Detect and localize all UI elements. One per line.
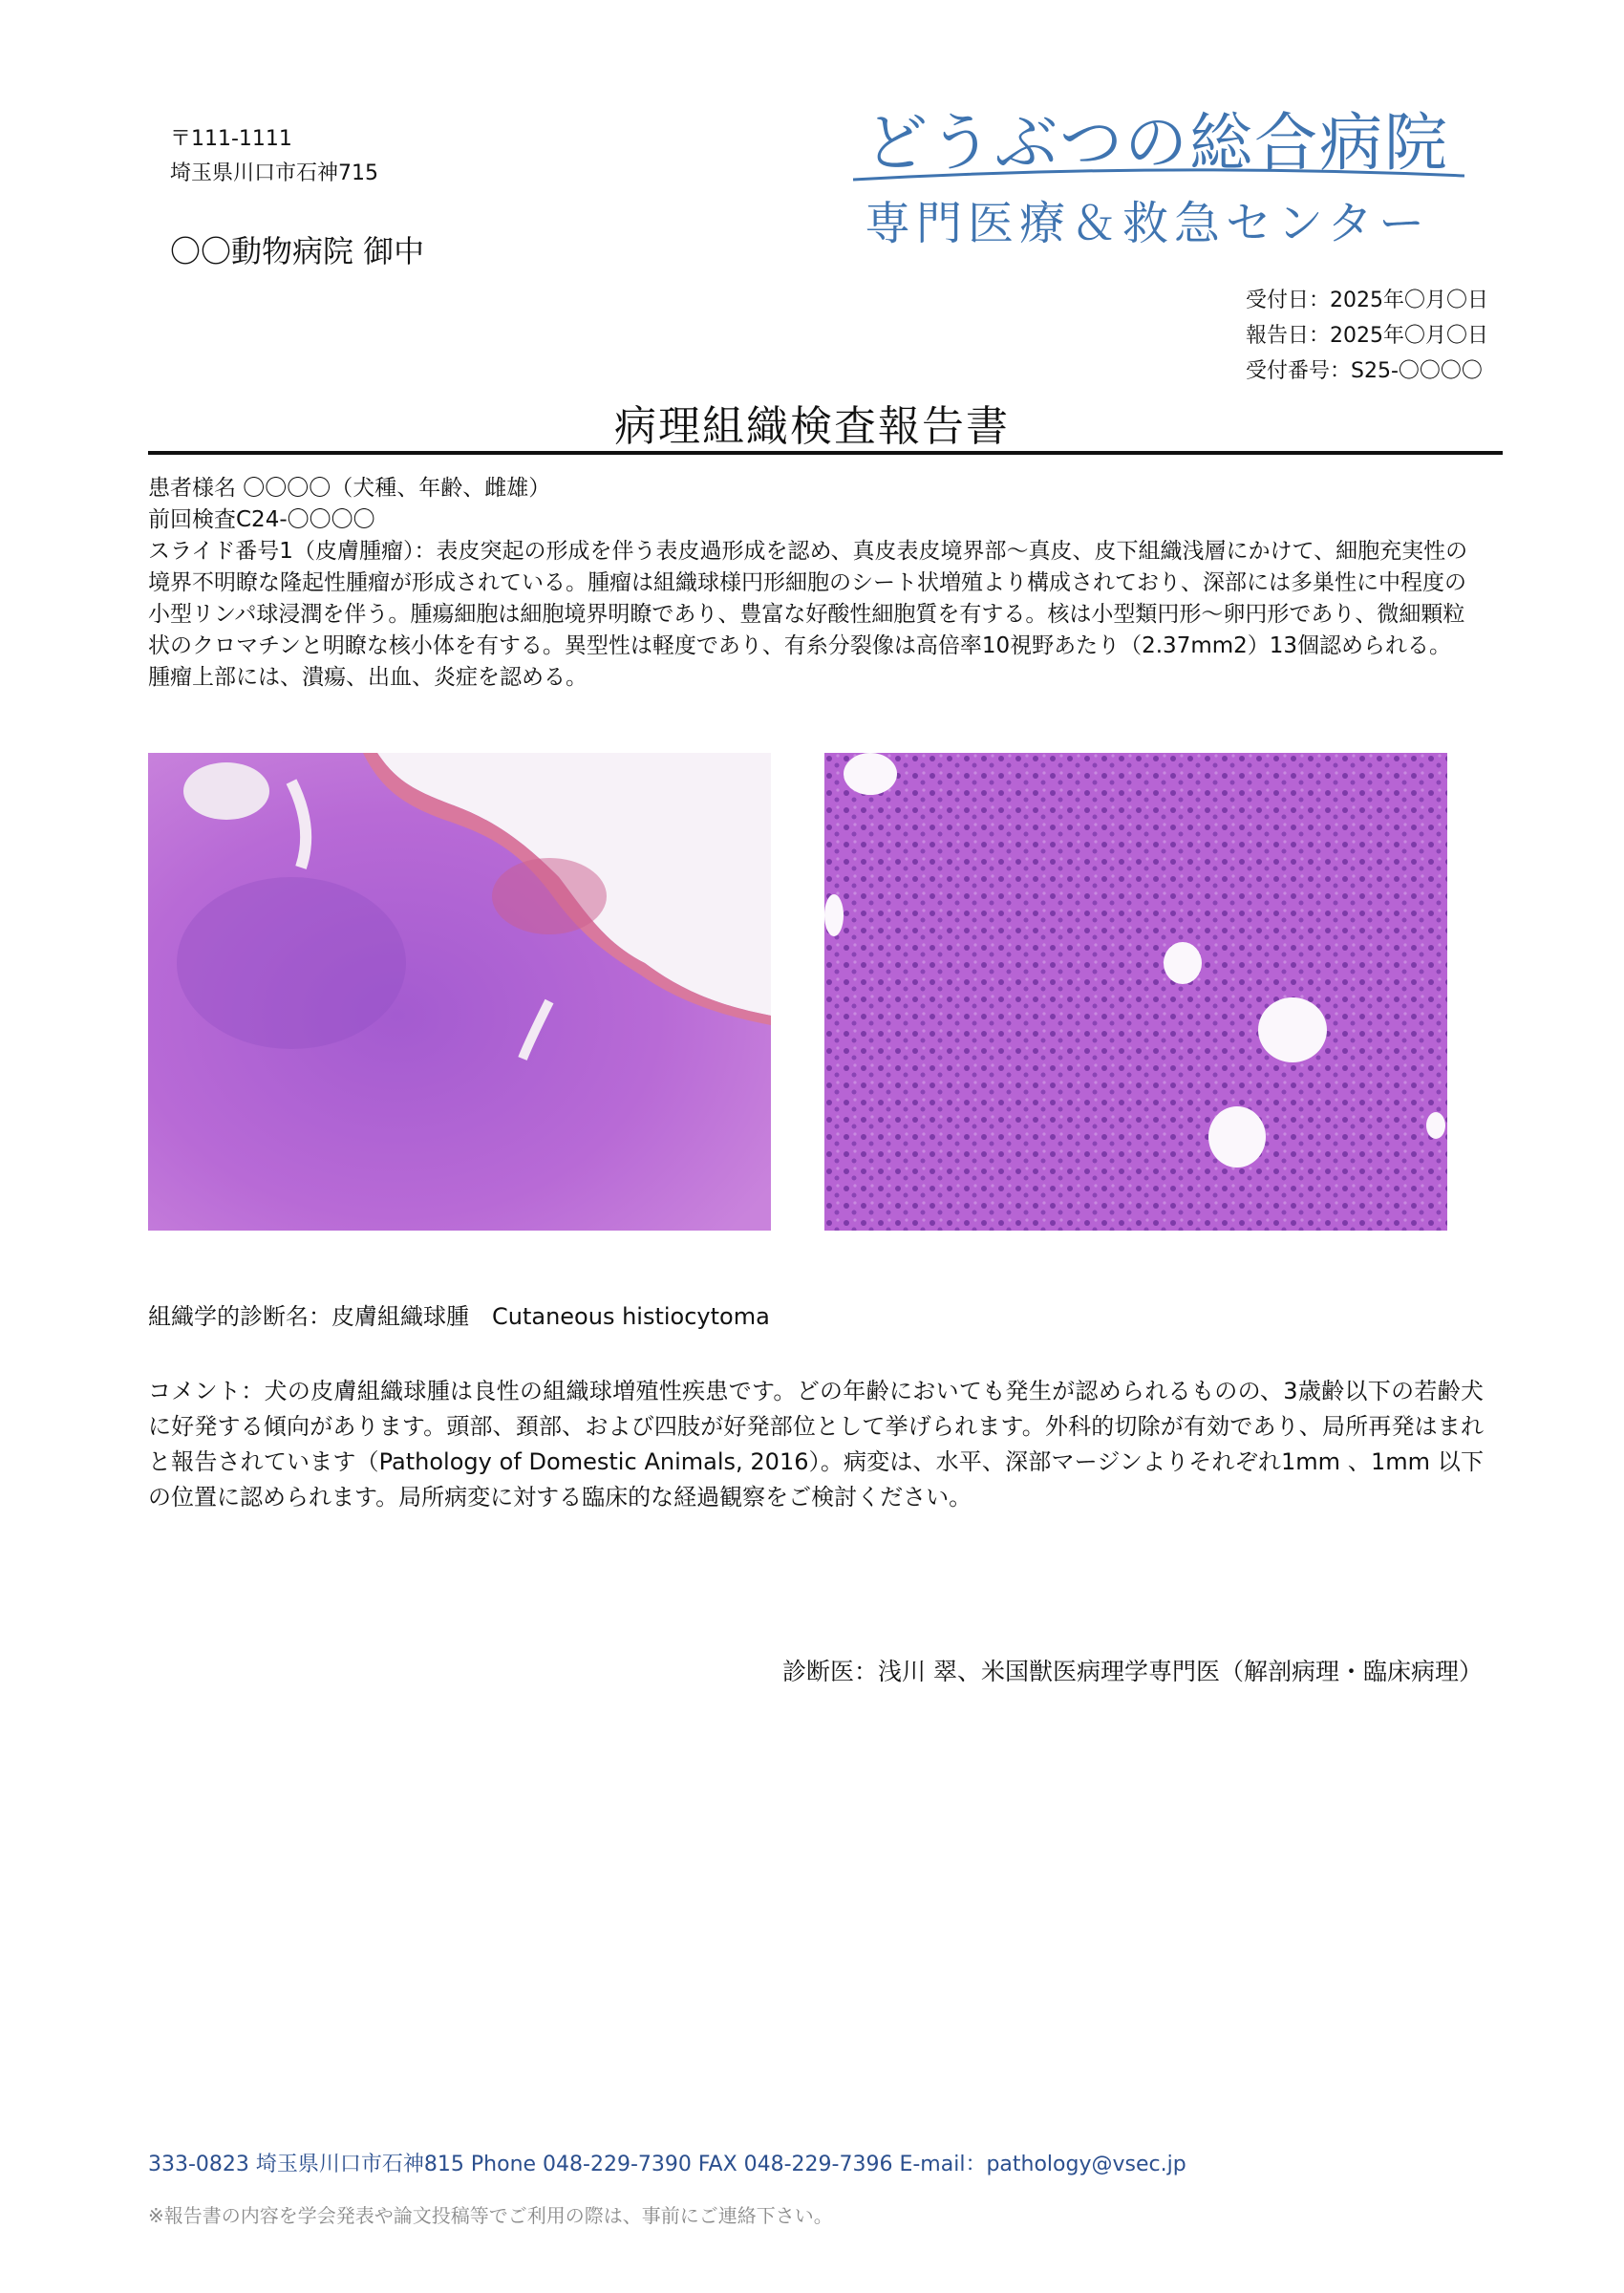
sender-postal-code: 〒111-1111 [170,127,292,151]
comment-section [148,1374,1484,1515]
patient-section [148,473,1471,694]
report-meta [1246,283,1488,389]
logo-swoosh [853,166,1464,185]
diagnosis: 組織学的診断名：皮膚組織球腫 Cutaneous histiocytoma [148,1303,770,1330]
footer-contact: 333-0823 埼玉県川口市石神815 Phone 048-229-7390 FAX 048-229-7396 E-mail：pathology@vsec.jp [148,2153,1186,2176]
title-rule [148,451,1503,455]
histology-findings: スライド番号1（皮膚腫瘤）：表皮突起の形成を伴う表皮過形成を認め、真皮表皮境界部〜真皮、皮下組織浅層にかけて、細胞充実性の境界不明瞭な隆起性腫瘤が形成されている。腫瘤は組織球様円形細胞のシート状増殖より構成されており、深部には多巣性に中程度の小型リンパ球浸潤を伴う。腫瘍細胞は細胞境界明瞭であり、豊富な好酸性細胞質を有する。核は小型類円形〜卵円形であり、微細顆粒状のクロマチンと明瞭な核小体を有する。異型性は軽度であり、有糸分裂像は高倍率10視野あたり（2.37mm2）13個認められる。腫瘤上部には、潰瘍、出血、炎症を認める。 [148,539,1468,690]
footer-note: ※報告書の内容を学会発表や論文投稿等でご利用の際は、事前にご連絡下さい。 [148,2204,833,2227]
histology-low-magnification-image [148,753,771,1231]
previous-exam: 前回検査C24-〇〇〇〇 [148,507,375,532]
sender-address-block [170,122,378,191]
report-title: 病理組織検査報告書 [614,402,1010,451]
logo-line2: 専門医療＆救急センター [865,197,1431,250]
histology-high-magnification-image [824,753,1447,1231]
receipt-number: 受付番号：S25-〇〇〇〇 [1246,359,1483,383]
report-date: 報告日：2025年〇月〇日 [1246,324,1488,348]
sender-address: 埼玉県川口市石神715 [170,161,378,185]
pathologist-signature: 診断医：浅川 翠、米国獣医病理学専門医（解剖病理・臨床病理） [782,1658,1483,1685]
logo-line1: どうぶつの総合病院 [865,106,1449,180]
histology-images [148,753,1447,1231]
hospital-logo [865,92,1476,252]
received-date: 受付日：2025年〇月〇日 [1246,289,1488,312]
comment-text: コメント：犬の皮膚組織球腫は良性の組織球増殖性疾患です。どの年齢においても発生が認められるものの、3歳齢以下の若齢犬に好発する傾向があります。頭部、頚部、および四肢が好発部位として挙げられます。外科的切除が有効であり、局所再発はまれと報告されています（Pathology of Domestic Animals, 2016）。病変は、水平、深部マージンよりそれぞれ1mm 、1mm 以下の位置に認められます。局所病変に対する臨床的な経過観察をご検討ください。 [148,1378,1484,1511]
addressee: 〇〇動物病院 御中 [170,233,425,269]
patient-name: 患者様名 〇〇〇〇（犬種、年齢、雌雄） [148,476,551,501]
